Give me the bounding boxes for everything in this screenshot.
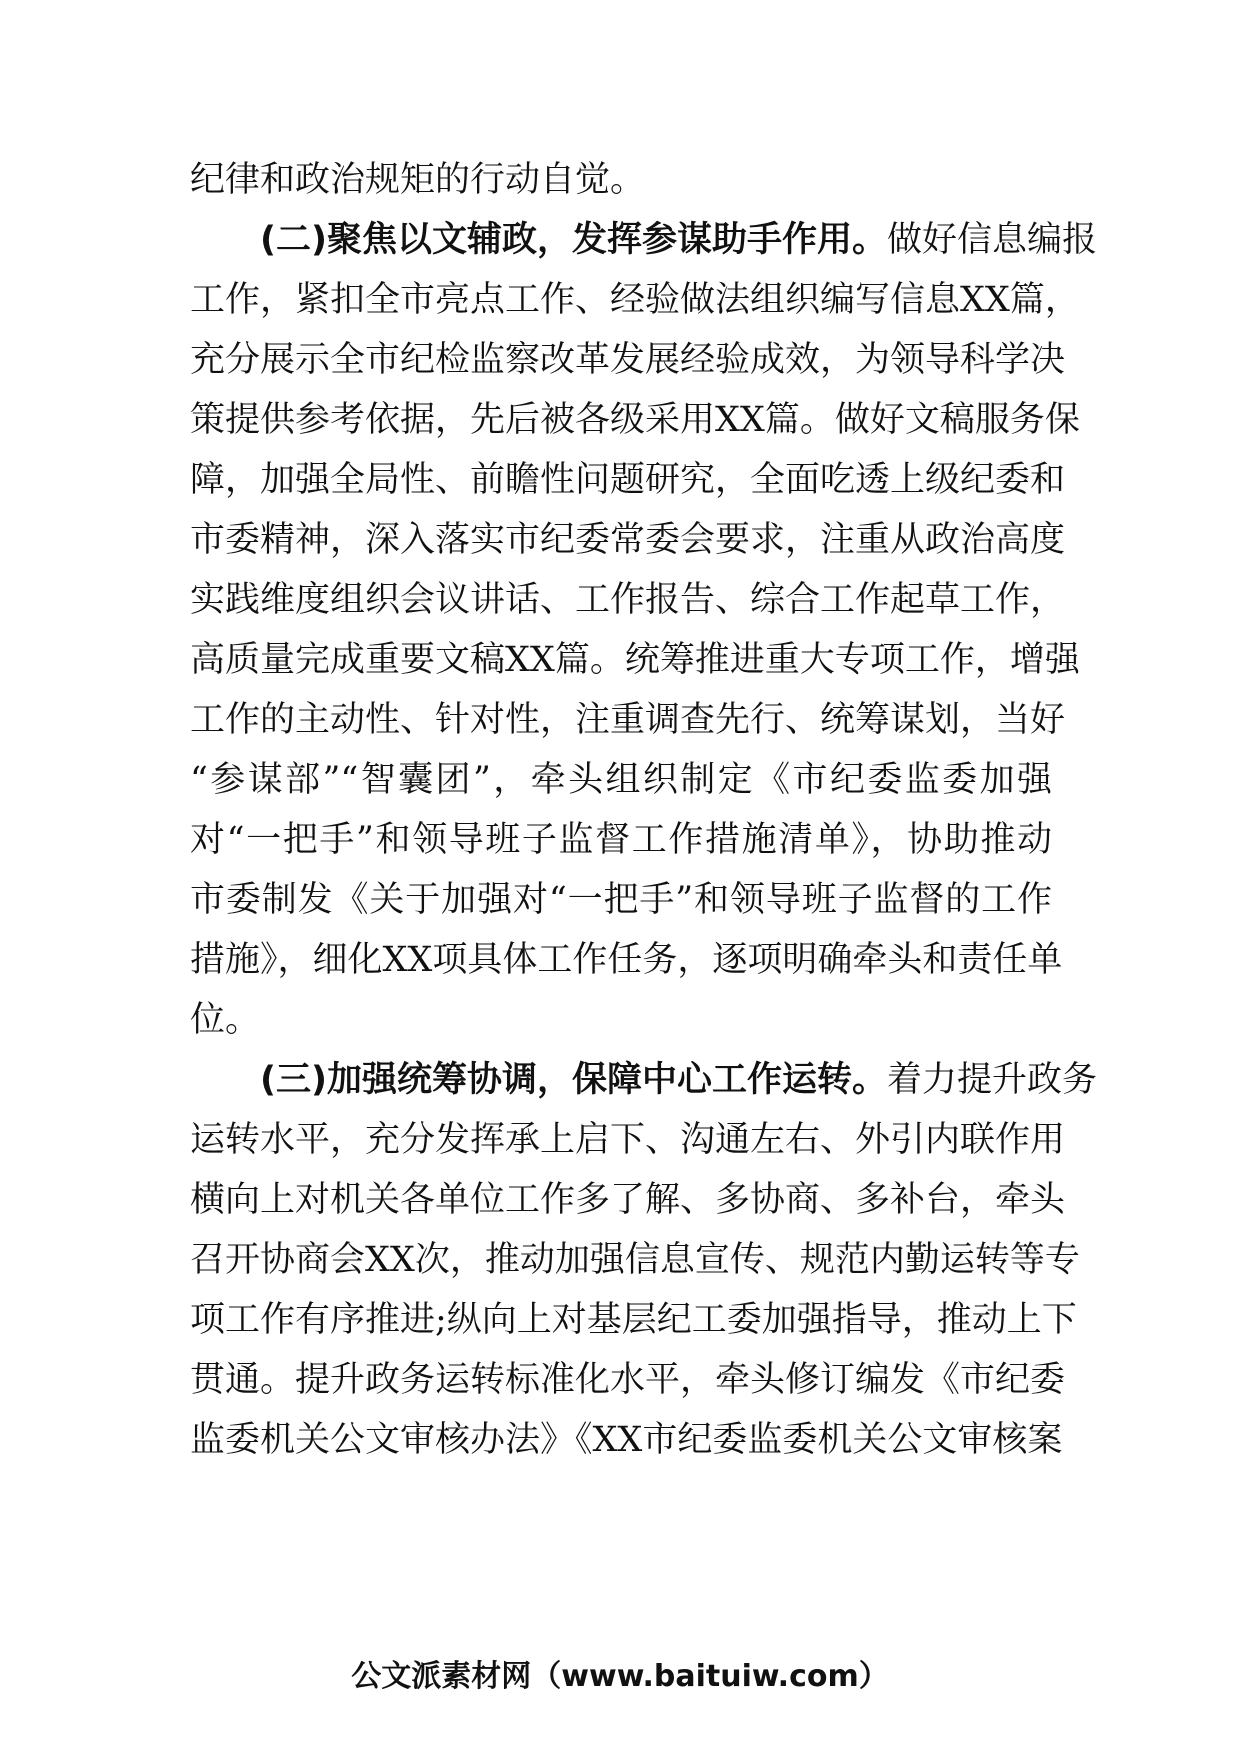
section-2-heading: (二)聚焦以文辅政，发挥参谋助手作用。 — [260, 220, 887, 260]
paragraph-line: 位。 — [190, 1000, 261, 1040]
paragraph-line: 贯通。提升政务运转标准化水平，牵头修订编发《市纪委 — [190, 1360, 1066, 1400]
paragraph-line: 实践维度组织会议讲话、工作报告、综合工作起草工作， — [190, 580, 1066, 620]
paragraph-line: 纪律和政治规矩的行动自觉。 — [190, 160, 646, 200]
paragraph-line: 高质量完成重要文稿XX篇。统筹推进重大专项工作，增强 — [190, 640, 1080, 680]
paragraph-line: 市委精神，深入落实市纪委常委会要求，注重从政治高度 — [190, 520, 1066, 560]
paragraph-line: 策提供参考依据，先后被各级采用XX篇。做好文稿服务保 — [190, 400, 1080, 440]
paragraph-line: 横向上对机关各单位工作多了解、多协商、多补台，牵头 — [190, 1180, 1066, 1220]
paragraph-line: 市委制发《关于加强对“一把手”和领导班子监督的工作 — [190, 880, 1052, 920]
section-3-heading: (三)加强统筹协调，保障中心工作运转。 — [260, 1060, 887, 1100]
paragraph-line: 障，加强全局性、前瞻性问题研究，全面吃透上级纪委和 — [190, 460, 1066, 500]
paragraph-line: 召开协商会XX次，推动加强信息宣传、规范内勤运转等专 — [190, 1240, 1080, 1280]
section-3-text: 着力提升政务 — [887, 1060, 1098, 1100]
paragraph-line: 项工作有序推进;纵向上对基层纪工委加强指导，推动上下 — [190, 1300, 1077, 1340]
paragraph-line: 措施》，细化XX项具体工作任务，逐项明确牵头和责任单 — [190, 940, 1063, 980]
section-2-text: 做好信息编报 — [887, 220, 1098, 260]
paragraph-line: “参谋部”“智囊团”，牵头组织制定《市纪委监委加强 — [190, 760, 1052, 800]
paragraph-line: 工作，紧扣全市亮点工作、经验做法组织编写信息XX篇， — [190, 280, 1080, 320]
paragraph-line: 充分展示全市纪检监察改革发展经验成效，为领导科学决 — [190, 340, 1066, 380]
section-2-first-line — [190, 208, 1098, 272]
paragraph-line: 工作的主动性、针对性，注重调查先行、统筹谋划，当好 — [190, 700, 1066, 740]
page-footer: 公文派素材网（www.baituiw.com） — [351, 1659, 889, 1694]
paragraph-line: 监委机关公文审核办法》《XX市纪委监委机关公文审核案 — [190, 1420, 1063, 1460]
paragraph-line: 运转水平，充分发挥承上启下、沟通左右、外引内联作用 — [190, 1120, 1066, 1160]
section-3-first-line — [190, 1048, 1098, 1112]
paragraph-line: 对“一把手”和领导班子监督工作措施清单》，协助推动 — [190, 820, 1052, 860]
